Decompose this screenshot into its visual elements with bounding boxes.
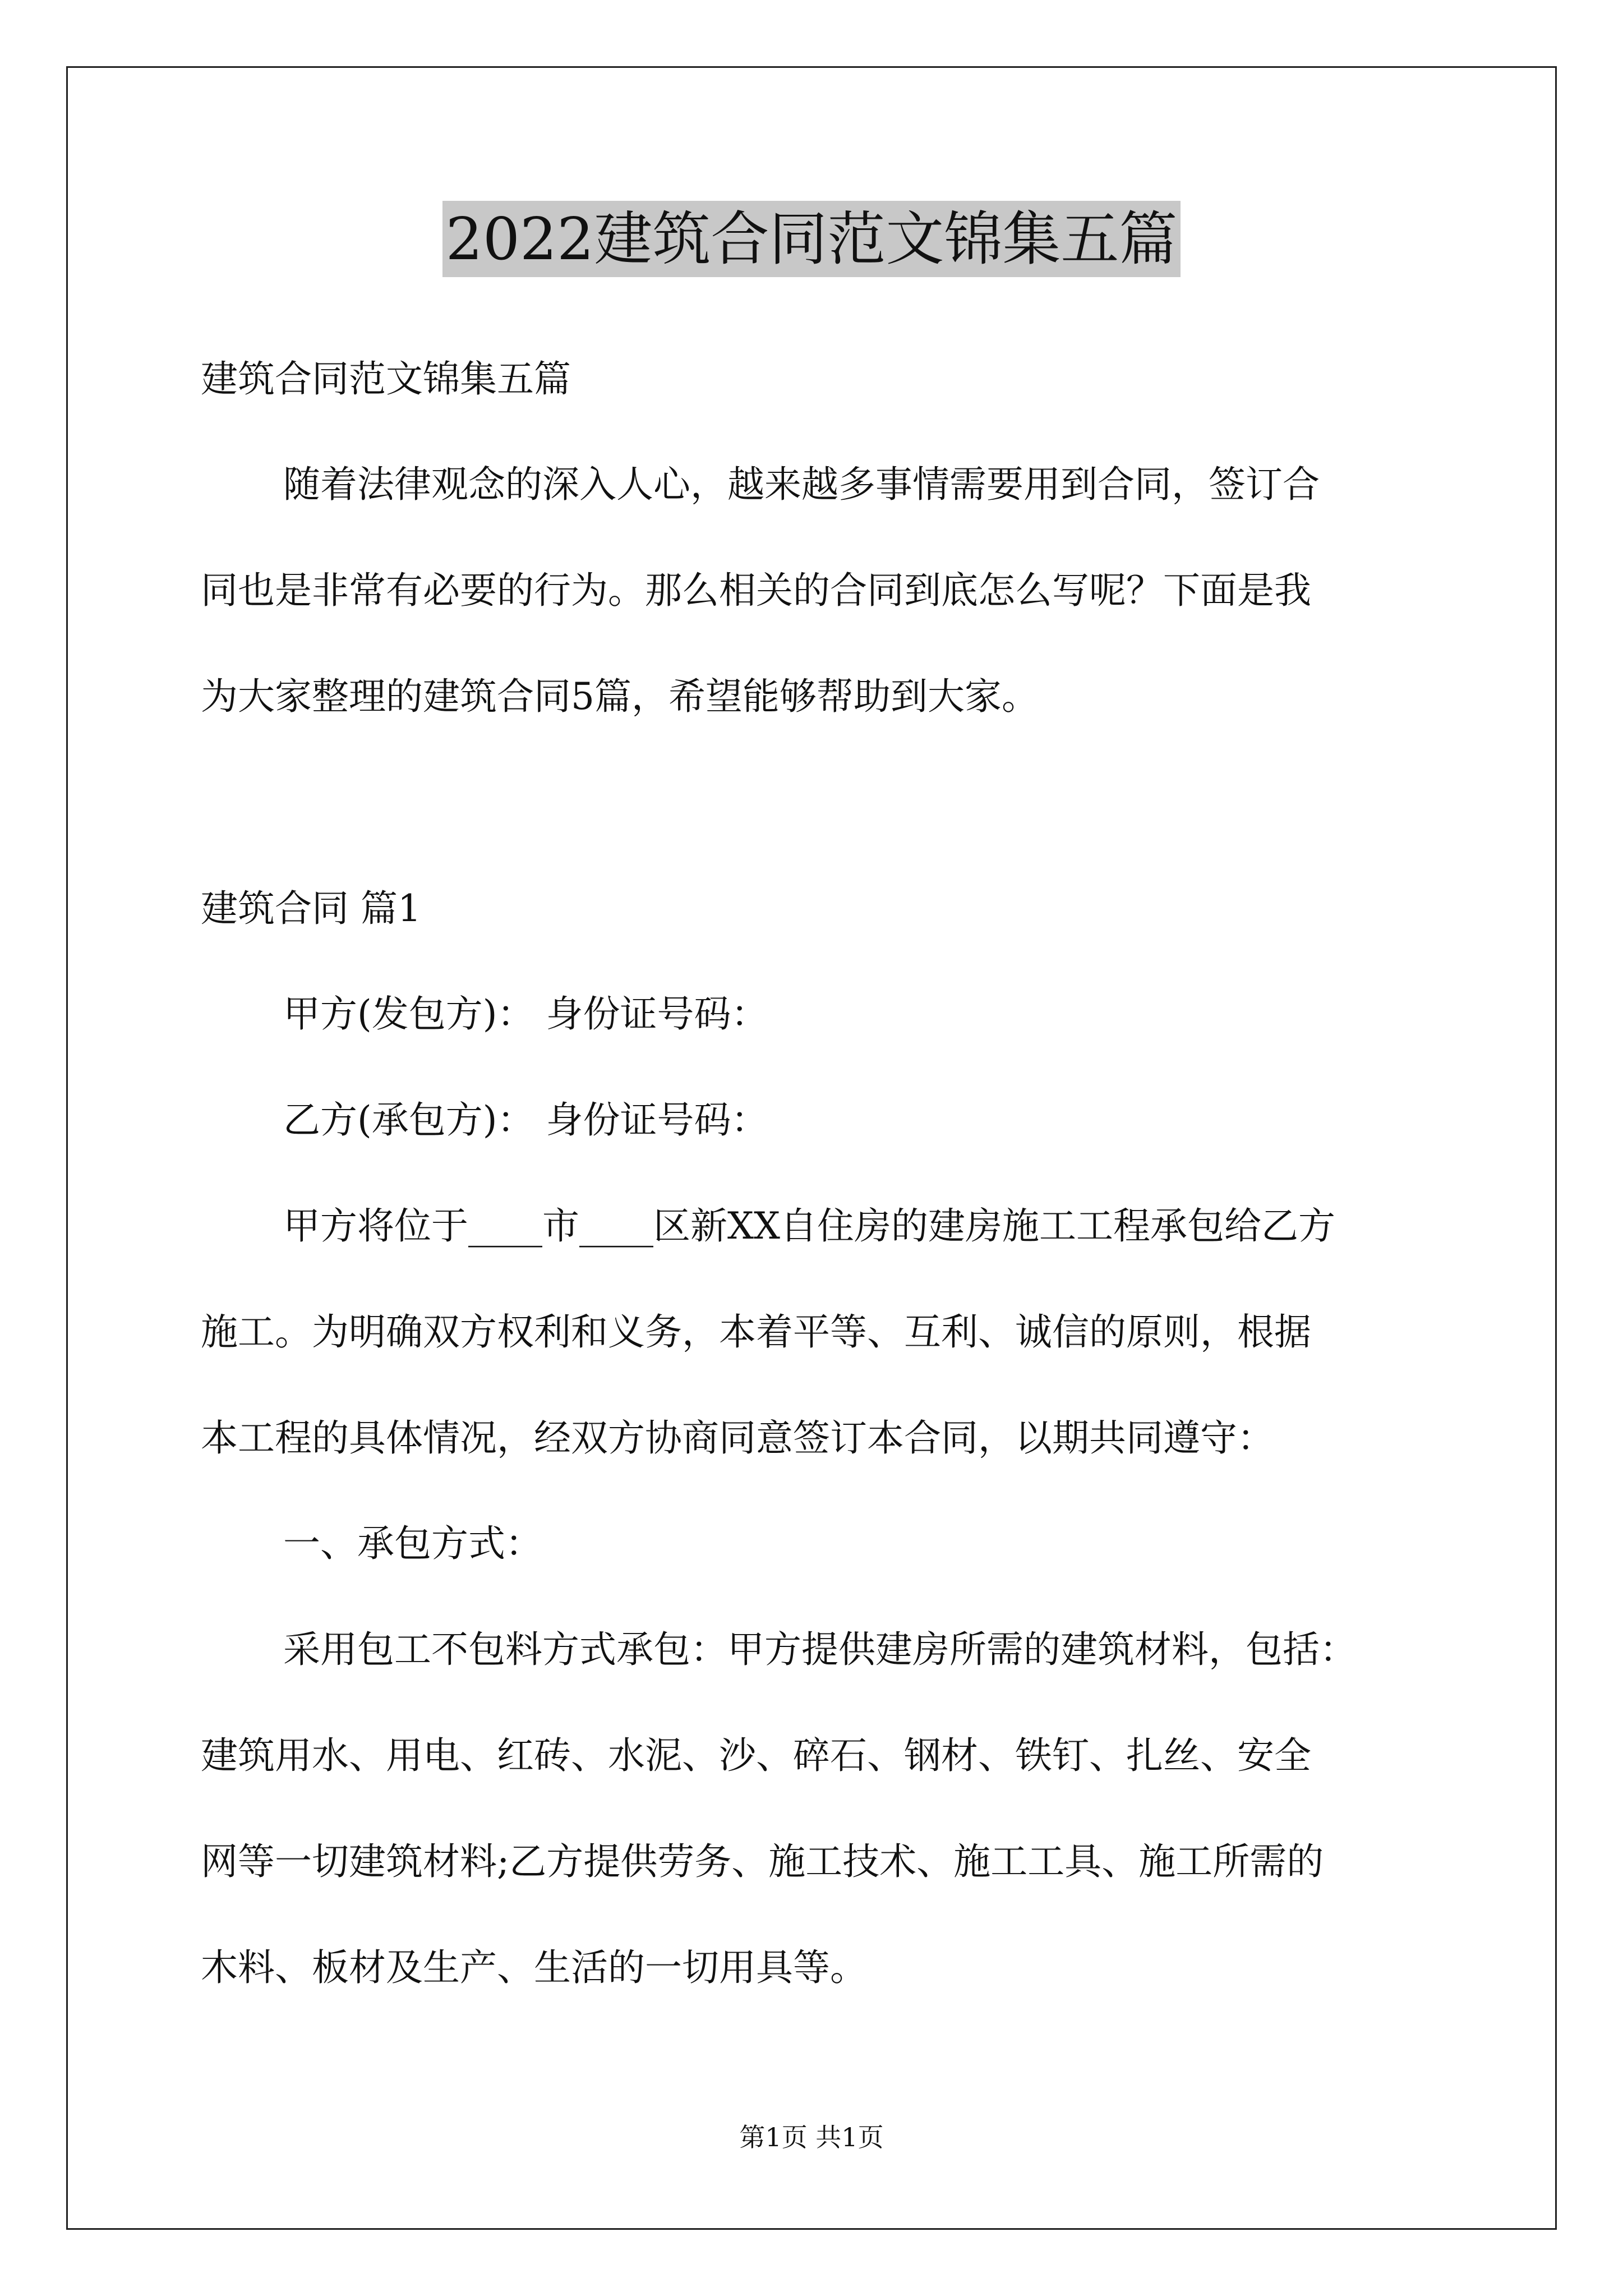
body-line-2: 施工。为明确双方权利和义务，本着平等、互利、诚信的原则，根据 xyxy=(201,1310,1311,1354)
intro-line-1: 随着法律观念的深入人心，越来越多事情需要用到合同，签订合 xyxy=(283,463,1320,506)
section-heading: 建筑合同 篇1 xyxy=(201,887,421,930)
page-footer: 第1页 共1页 xyxy=(739,2122,884,2152)
intro-line-2: 同也是非常有必要的行为。那么相关的合同到底怎么写呢？下面是我 xyxy=(201,569,1311,612)
party-a-line: 甲方(发包方)： 身份证号码： xyxy=(283,992,768,1036)
document-title: 2022建筑合同范文锦集五篇 xyxy=(442,201,1181,277)
title-container xyxy=(0,201,1623,277)
clause-line-2: 建筑用水、用电、红砖、水泥、沙、碎石、钢材、铁钉、扎丝、安全 xyxy=(201,1734,1311,1777)
clause-heading: 一、承包方式： xyxy=(283,1522,542,1565)
subtitle-line: 建筑合同范文锦集五篇 xyxy=(201,357,571,401)
clause-line-4: 木料、板材及生产、生活的一切用具等。 xyxy=(201,1946,867,1989)
clause-line-3: 网等一切建筑材料;乙方提供劳务、施工技术、施工工具、施工所需的 xyxy=(201,1840,1324,1883)
clause-line-1: 采用包工不包料方式承包：甲方提供建房所需的建筑材料，包括： xyxy=(283,1628,1357,1671)
party-b-line: 乙方(承包方)： 身份证号码： xyxy=(283,1098,768,1142)
intro-line-3: 为大家整理的建筑合同5篇，希望能够帮助到大家。 xyxy=(201,675,1039,718)
body-line-1: 甲方将位于____市____区新XX自住房的建房施工工程承包给乙方 xyxy=(283,1204,1335,1248)
body-line-3: 本工程的具体情况，经双方协商同意签订本合同，以期共同遵守： xyxy=(201,1416,1274,1460)
